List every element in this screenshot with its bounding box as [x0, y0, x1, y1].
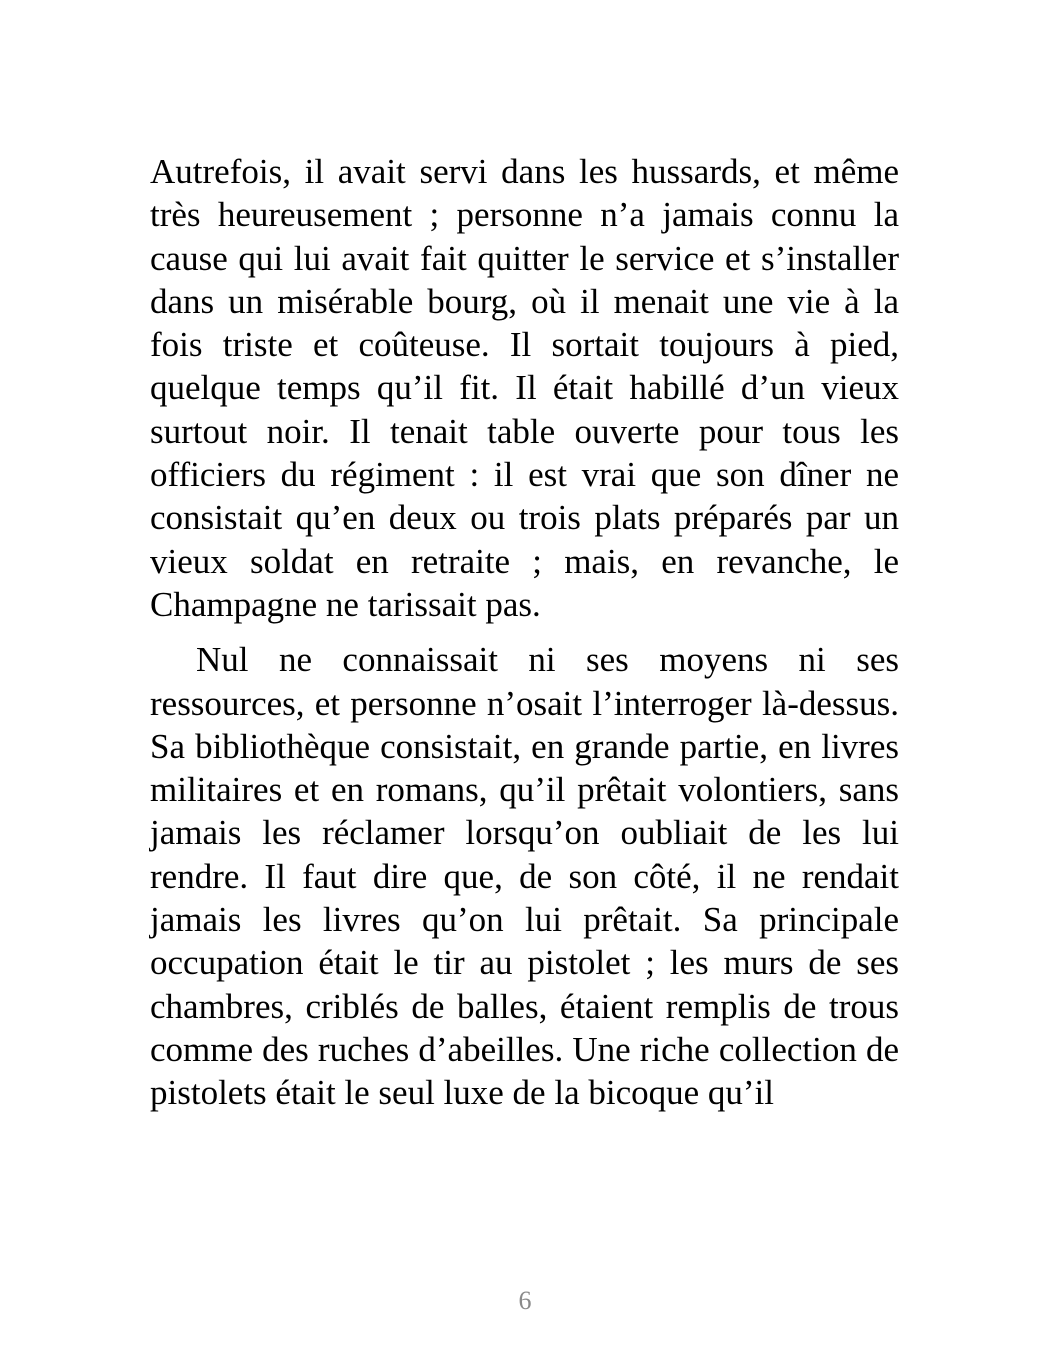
page-body — [150, 150, 899, 1115]
page-number: 6 — [518, 1286, 532, 1315]
paragraph-2: Nul ne connaissait ni ses moyens ni ses ressources, et personne n’osait l’interroger là-dessus. Sa bibliothèque consistait, en grande partie, en livres militaires et en romans, qu’il prêtait volontiers, sans jamais les réclamer lorsqu’on oubliait de les lui rendre. Il faut dire que, de son côté, il ne rendait jamais les livres qu’on lui prêtait. Sa principale occupation était le tir au pistolet ; les murs de ses chambres, criblés de balles, étaient remplis de trous comme des ruches d’abeilles. Une riche collection de pistolets était le seul luxe de la bicoque qu’il — [150, 640, 899, 1113]
paragraph-1: Autrefois, il avait servi dans les hussards, et même très heureusement ; personne n’a jamais connu la cause qui lui avait fait quitter le service et s’installer dans un misérable bourg, où il menait une vie à la fois triste et coûteuse. Il sortait toujours à pied, quelque temps qu’il fit. Il était habillé d’un vieux surtout noir. Il tenait table ouverte pour tous les officiers du régiment : il est vrai que son dîner ne consistait qu’en deux ou trois plats préparés par un vieux soldat en retraite ; mais, en revanche, le Champagne ne tarissait pas. — [150, 152, 899, 624]
